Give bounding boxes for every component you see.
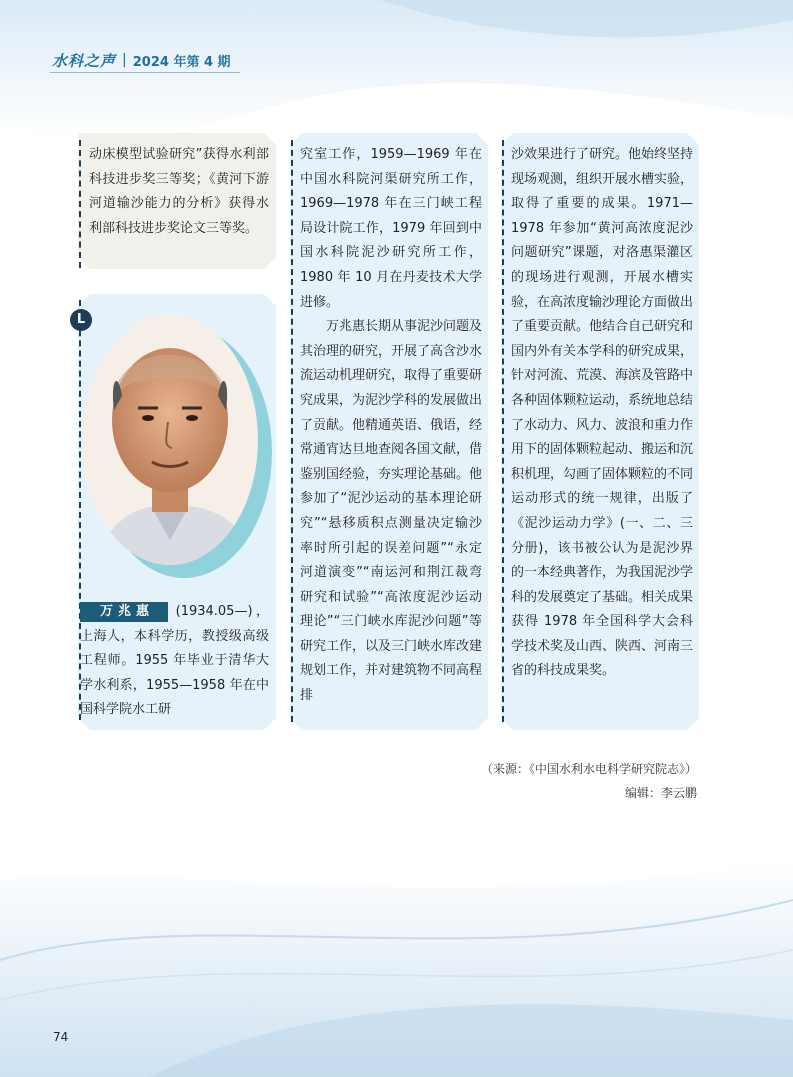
magazine-title: 水科之声 <box>52 51 117 70</box>
portrait-photo <box>80 300 272 590</box>
col1-top-dashline <box>79 140 81 268</box>
header-separator: | <box>122 52 127 68</box>
col3-paragraph-1: 沙效果进行了研究。他始终坚持现场观测，组织开展水槽实验，取得了重要的成果。1971—1978 年参加“黄河高浓度泥沙问题研究”课题，对洛惠渠灌区的现场进行观测，开展水槽实验，在高浓度输沙理论方面做出了重要贡献。他结合自己研究和国内外有关本学科的研究成果，针对河流、荒漠、海滨及管路中各种固体颗粒运动，系统地总结了水动力、风力、波浪和重力作用下的固体颗粒起动、搬运和沉积机理，勾画了固体颗粒的不同运动形式的统一规律，出版了《泥沙运动力学》(一、二、三分册)，该书被公认为是泥沙界的一本经典著作，为我国泥沙学科的发展奠定了基础。相关成果获得 1978 年全国科学大会科学技术奖及山西、陕西、河南三省的科技成果奖。 <box>511 147 694 679</box>
col2-text <box>300 143 482 709</box>
source-line: （来源：《中国水利水电科学研究院志》） <box>480 762 697 776</box>
person-name-tag: 万兆惠 <box>80 602 168 622</box>
bio-text <box>80 600 269 723</box>
col3-dashline <box>502 140 504 722</box>
photo-badge <box>70 309 92 331</box>
page-number: 74 <box>53 1030 69 1044</box>
portrait-illustration <box>80 300 272 590</box>
header-rule <box>50 72 240 73</box>
col3-text <box>511 143 693 684</box>
col2-paragraph-1: 究室工作，1959—1969 年在中国水科院河渠研究所工作，1969—1978 年在三门峡工程局设计院工作，1979 年回到中国水科院泥沙研究所工作，1980 年 10 月在丹麦技术大学进修。 <box>300 147 482 310</box>
running-header <box>52 48 231 72</box>
source-credit <box>481 757 697 805</box>
photo-badge-letter: L <box>76 312 86 327</box>
col2-dashline <box>291 140 293 722</box>
bio-intro: (1934.05—)，上海人，本科学历，教授级高级工程师。1955 年毕业于清华大学水利系，1955—1958 年在中国科学院水工研 <box>80 604 269 718</box>
col2-paragraph-2: 万兆惠长期从事泥沙问题及其治理的研究，开展了高含沙水流运动机理研究，取得了重要研究成果，为泥沙学科的发展做出了贡献。他精通英语、俄语，经常通宵达旦地查阅各国文献，借鉴别国经验，夯实理论基础。他参加了“泥沙运动的基本理论研究”“悬移质积点测量决定输沙率时所引起的误差问题”“永定河道演变”“南运河和荆江裁弯研究和试验”“高浓度泥沙运动理论”“三门峡水库泥沙问题”等研究工作，以及三门峡水库改建规划工作，并对建筑物不同高程排 <box>300 319 483 704</box>
issue-number: 2024 年第 4 期 <box>132 54 231 70</box>
col1-top-text: 动床模型试验研究”获得水利部科技进步奖三等奖；《黄河下游河道输沙能力的分析》获得水利部科技进步奖论文三等奖。 <box>89 147 269 236</box>
editor-line: 编辑：李云鹏 <box>624 786 697 800</box>
